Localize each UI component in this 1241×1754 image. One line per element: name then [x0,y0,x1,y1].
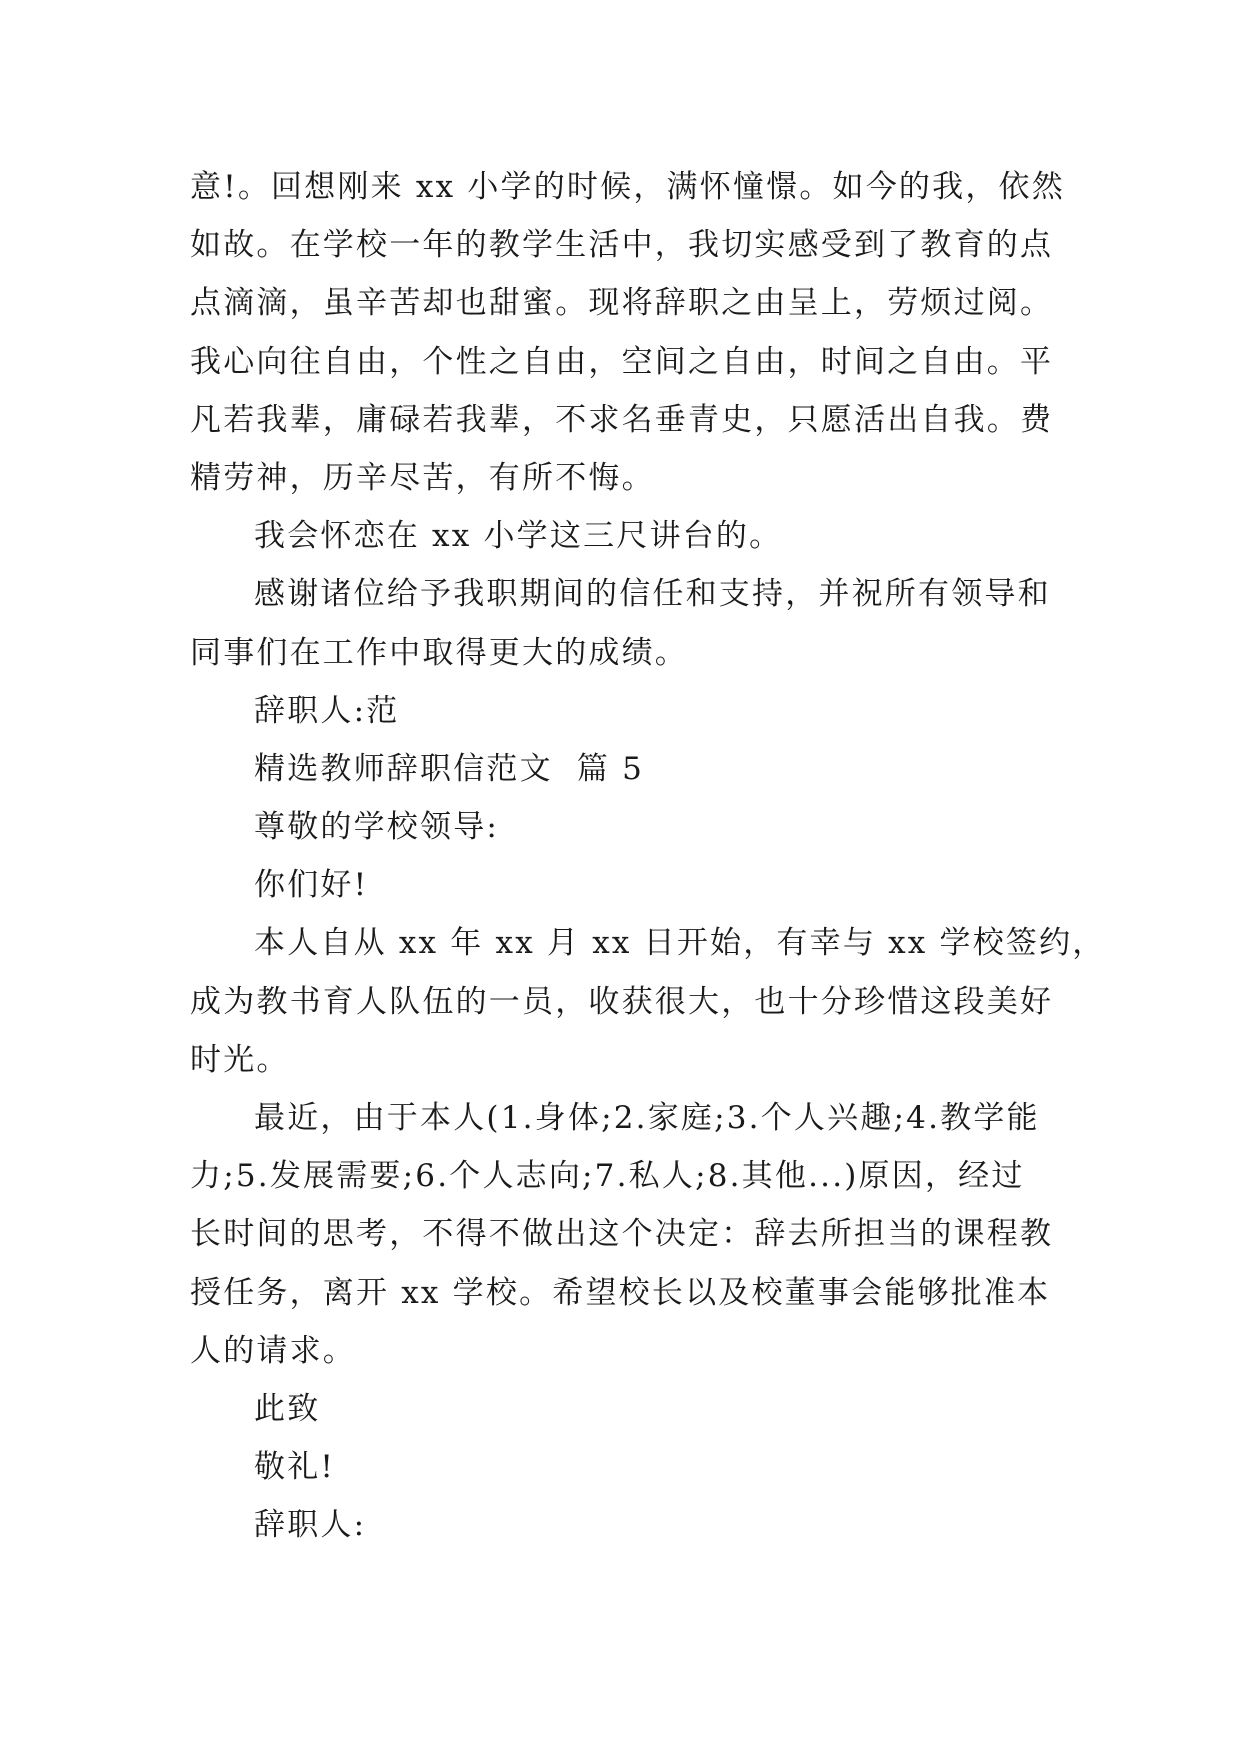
text-line: 此致 [254,1390,321,1427]
text-line: 如故。在学校一年的教学生活中，我切实感受到了教育的点 [190,227,1054,264]
text-line: 敬礼! [254,1449,336,1486]
text-line: 力;5.发展需要;6.个人志向;7.私人;8.其他...)原因，经过 [190,1158,1025,1195]
text-line: 尊敬的学校领导: [254,809,500,846]
text-line: 精选教师辞职信范文 篇 5 [254,750,645,787]
closing-phrase [190,1380,1070,1438]
paragraph-nostalgia [190,507,1070,565]
text-line: 我会怀恋在 xx 小学这三尺讲台的。 [254,518,783,555]
paragraph-resignation-reason [190,158,1070,507]
greeting [190,856,1070,914]
signature-line [190,682,1070,740]
text-line: 凡若我辈，庸碌若我辈，不求名垂青史，只愿活出自我。费 [190,401,1054,438]
text-line: 同事们在工作中取得更大的成绩。 [190,634,688,671]
closing-salute [190,1438,1070,1496]
text-line: 时光。 [190,1041,290,1078]
paragraph-thanks [190,565,1070,681]
text-line: 最近，由于本人(1.身体;2.家庭;3.个人兴趣;4.教学能 [254,1100,1040,1136]
text-line: 意!。回想刚来 xx 小学的时候，满怀憧憬。如今的我，依然 [190,169,1065,205]
signature-line [190,1496,1070,1554]
text-line: 成为教书育人队伍的一员，收获很大，也十分珍惜这段美好 [190,983,1054,1020]
salutation [190,798,1070,856]
text-line: 点滴滴，虽辛苦却也甜蜜。现将辞职之由呈上，劳烦过阅。 [190,285,1054,322]
text-line: 长时间的思考，不得不做出这个决定：辞去所担当的课程教 [190,1216,1054,1253]
text-line: 辞职人:范 [254,692,400,729]
letter-body [190,158,1106,1555]
text-line: 人的请求。 [190,1332,356,1369]
text-line: 本人自从 xx 年 xx 月 xx 日开始，有幸与 xx 学校签约， [254,925,1106,962]
text-line: 你们好! [254,867,369,904]
text-line: 精劳神，历辛尽苦，有所不悔。 [190,459,655,496]
section-title [190,740,1070,798]
text-line: 感谢诸位给予我职期间的信任和支持，并祝所有领导和 [254,576,1051,613]
text-line: 授任务，离开 xx 学校。希望校长以及校董事会能够批准本 [190,1274,1051,1311]
paragraph-introduction [190,914,1106,1089]
text-line: 我心向往自由，个性之自由，空间之自由，时间之自由。平 [190,343,1054,380]
paragraph-reason [190,1089,1070,1380]
text-line: 辞职人: [254,1507,367,1544]
